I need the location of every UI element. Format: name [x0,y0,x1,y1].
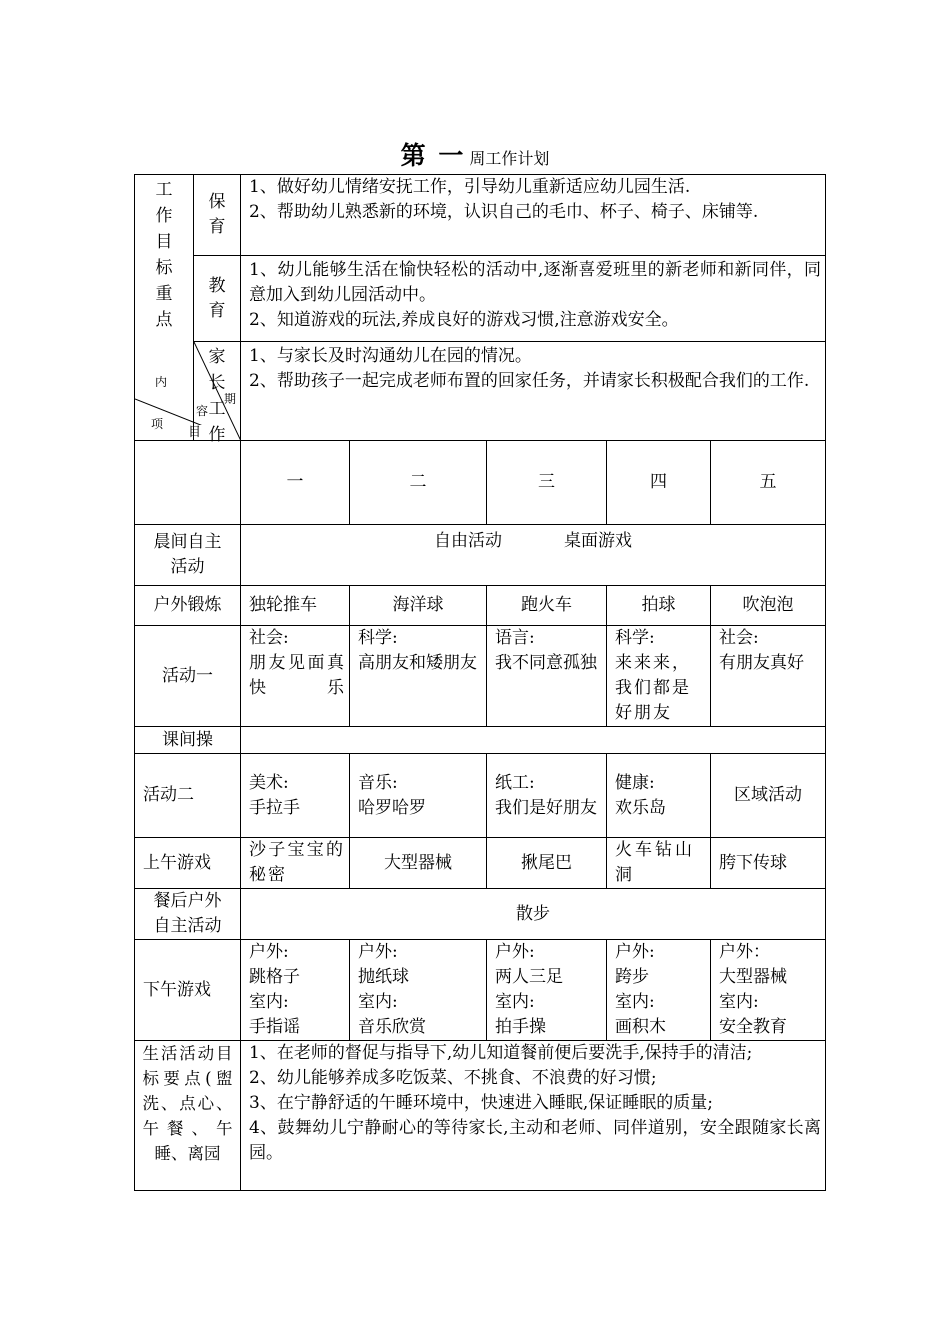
am-games-label: 上午游戏 [135,838,241,889]
life-line: 1、在老师的督促与指导下,幼儿知道餐前便后要洗手,保持手的清洁; [249,1043,753,1063]
exercise-content [241,727,826,754]
day-5: 五 [711,441,826,525]
header-diagonal [135,341,241,425]
outdoor-row [135,586,826,626]
care-row [135,175,826,256]
activity1-day-2: 科学: 高朋友和矮朋友 [350,626,487,727]
outdoor-day-1: 独轮推车 [241,586,350,626]
morning-label: 晨间自主活动 [135,525,241,586]
activity1-day-5: 社会: 有朋友真好 [711,626,826,727]
morning-content [241,525,826,586]
activity1-label: 活动一 [135,626,241,727]
education-line: 1、幼儿能够生活在愉快轻松的活动中,逐渐喜爱班里的新老师和新同伴，同意加入到幼儿园活动中。 [249,260,822,305]
care-line: 2、帮助幼儿熟悉新的环境，认识自己的毛巾、杯子、椅子、床铺等. [249,202,759,222]
am-games-day-3: 揪尾巴 [487,838,607,889]
after-meal-row [135,889,826,940]
diag-label-qi: 期 [224,392,237,406]
day-2: 二 [350,441,487,525]
life-line: 4、鼓舞幼儿宁静耐心的等待家长,主动和老师、同伴道别，安全跟随家长离园。 [249,1118,822,1163]
outdoor-day-5: 吹泡泡 [711,586,826,626]
page-title [0,136,950,172]
pm-games-day-3: 户外: 两人三足 室内: 拍手操 [487,940,607,1041]
outdoor-day-2: 海洋球 [350,586,487,626]
morning-activity-b: 桌面游戏 [564,531,633,551]
activity1-row [135,626,826,727]
after-meal-label: 餐后户外自主活动 [135,889,241,940]
diag-label-nei: 内 [155,375,168,389]
day-1: 一 [241,441,350,525]
life-label: 生活活动目标要点(盥洗、点心、午餐、午睡、离园 [135,1041,241,1191]
activity2-day-2: 音乐: 哈罗哈罗 [350,754,487,838]
title-week: 第 一 [400,141,466,170]
pm-games-label: 下午游戏 [135,940,241,1041]
activity2-day-4: 健康: 欢乐岛 [607,754,711,838]
activity1-day-1: 社会: 朋友见面真快乐 [241,626,350,727]
pm-games-day-5: 户外： 大型器械 室内: 安全教育 [711,940,826,1041]
diag-label-mu: 目 [188,425,202,440]
outdoor-day-3: 跑火车 [487,586,607,626]
pm-games-day-1: 户外: 跳格子 室内: 手指谣 [241,940,350,1041]
day-3: 三 [487,441,607,525]
diag-label-rong: 容 [196,404,209,418]
exercise-label: 课间操 [135,727,241,754]
pm-games-day-2: 户外: 抛纸球 室内: 音乐欣赏 [350,940,487,1041]
activity1-day-4: 科学: 来来来，我们都是好朋友 [607,626,711,727]
goals-section-label: 工作目标重点 [135,175,194,441]
morning-row [135,525,826,586]
education-line: 2、知道游戏的玩法,养成良好的游戏习惯,注意游戏安全。 [249,310,679,330]
weekly-plan-table [134,174,826,1191]
activity2-day-3: 纸工: 我们是好朋友 [487,754,607,838]
activity2-label: 活动二 [135,754,241,838]
life-line: 3、在宁静舒适的午睡环境中，快速进入睡眠,保证睡眠的质量; [249,1093,713,1113]
pm-games-day-4: 户外: 跨步 室内: 画积木 [607,940,711,1041]
life-line: 2、幼儿能够养成多吃饭菜、不挑食、不浪费的好习惯; [249,1068,657,1088]
am-games-day-2: 大型器械 [350,838,487,889]
after-meal-content: 散步 [241,889,826,940]
pm-games-row [135,940,826,1041]
diag-label-xiang: 项 [151,417,164,431]
outdoor-label: 户外锻炼 [135,586,241,626]
education-label: 教育 [194,256,241,342]
activity1-day-3: 语言: 我不同意孤独 [487,626,607,727]
parents-line: 1、与家长及时沟通幼儿在园的情况。 [249,346,532,366]
parents-line: 2、帮助孩子一起完成老师布置的回家任务，并请家长积极配合我们的工作. [249,371,810,391]
am-games-day-5: 胯下传球 [711,838,826,889]
am-games-row [135,838,826,889]
care-line: 1、做好幼儿情绪安抚工作，引导幼儿重新适应幼儿园生活. [249,177,691,197]
parents-label: 家长工作 [208,347,226,445]
education-content [241,256,826,342]
morning-activity-a: 自由活动 [434,531,503,551]
parents-content [241,342,826,441]
days-header-row [135,441,826,525]
care-label: 保育 [194,175,241,256]
am-games-day-4: 火车钻山洞 [607,838,711,889]
education-row [135,256,826,342]
activity2-day-5: 区域活动 [711,754,826,838]
activity2-row [135,754,826,838]
care-content [241,175,826,256]
life-content [241,1041,826,1191]
title-suffix: 周工作计划 [469,149,550,168]
am-games-day-1: 沙子宝宝的秘密 [241,838,350,889]
life-row [135,1041,826,1191]
outdoor-day-4: 拍球 [607,586,711,626]
day-4: 四 [607,441,711,525]
activity2-day-1: 美术: 手拉手 [241,754,350,838]
exercise-row [135,727,826,754]
